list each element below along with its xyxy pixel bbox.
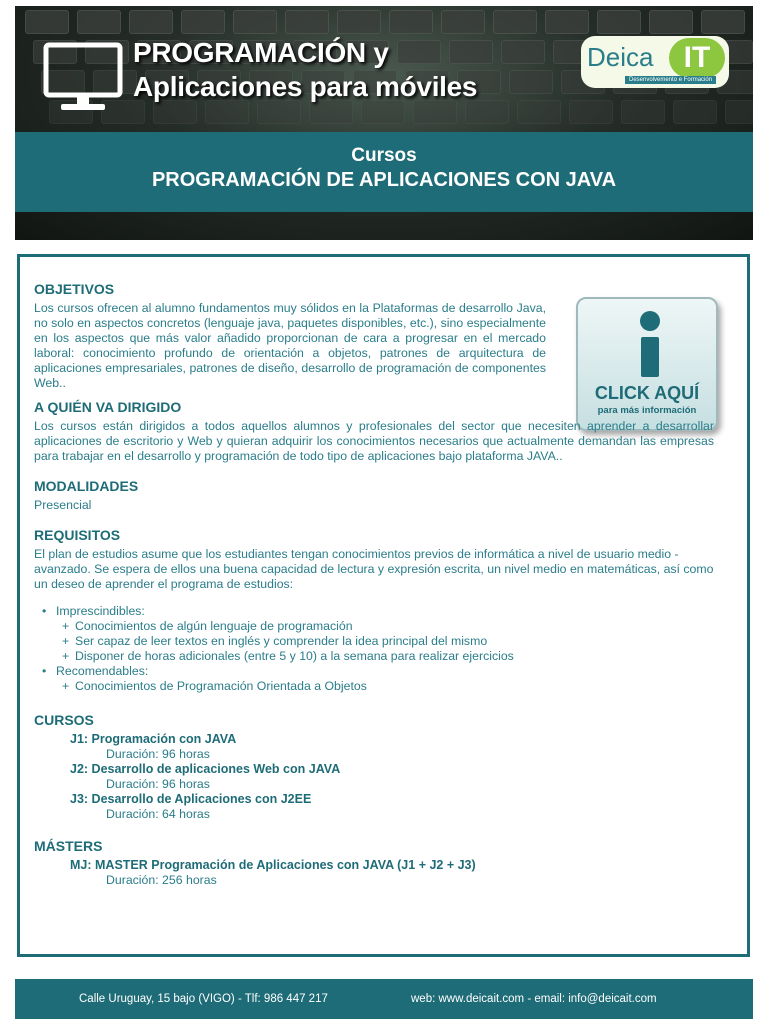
keyboard-key <box>233 10 277 34</box>
banner-title-line1: PROGRAMACIÓN y <box>133 37 389 68</box>
keyboard-key <box>569 100 613 124</box>
banner-title <box>133 36 477 104</box>
dirigido-heading: A QUIÉN VA DIRIGIDO <box>34 399 182 415</box>
modalidades-text: Presencial <box>34 498 92 512</box>
keyboard-key <box>337 10 381 34</box>
main-content-box <box>17 254 750 957</box>
list-item <box>42 604 714 664</box>
keyboard-key <box>621 100 665 124</box>
keyboard-key <box>493 10 537 34</box>
keyboard-key <box>649 10 693 34</box>
course-title-bar <box>15 132 753 212</box>
course-name: J1: Programación con JAVA <box>70 732 237 746</box>
recomendables-list <box>62 679 714 694</box>
logo-it: IT <box>669 38 725 78</box>
footer-web-email[interactable]: web: www.deicait.com - email: info@deicait.com <box>411 993 657 1005</box>
requisitos-text: El plan de estudios asume que los estudiantes tengan conocimientos previos de informática a nivel de usuario medio -avanzado. Se espera de ellos una buena capacidad de lectura y expresión escrita, un nivel medio en matemáticas, así como un deseo de aprender el programa de estudios: <box>34 547 714 591</box>
section-cursos <box>34 712 714 822</box>
keyboard-key <box>701 10 745 34</box>
logo-tagline: Desenvolvemento e Formación <box>625 76 716 84</box>
dirigido-text: Los cursos están dirigidos a todos aquellos alumnos y profesionales del sector que necesiten aprender a desarrollar aplicaciones de escritorio y Web y quieran adquirir los conocimientos necesarios que actualmente demandan las empresas para trabajar en el desarrollo y programación de todo tipo de aplicaciones bajo plataforma JAVA.. <box>34 419 714 463</box>
logo-word: Deica <box>587 42 654 72</box>
masters-list <box>70 858 714 888</box>
course-title: PROGRAMACIÓN DE APLICACIONES CON JAVA <box>151 169 617 191</box>
banner-title-line2: Aplicaciones para móviles <box>133 71 478 102</box>
deicait-logo <box>581 36 729 88</box>
keyboard-key <box>441 10 485 34</box>
section-requisitos <box>34 527 714 694</box>
keyboard-key <box>501 40 545 64</box>
imprescindibles-list <box>62 619 714 664</box>
content <box>34 281 714 896</box>
course-duration: Duración: 96 horas <box>106 777 210 791</box>
cursos-list <box>70 732 714 822</box>
list-item <box>42 664 714 694</box>
section-dirigido <box>34 399 714 464</box>
requisitos-list <box>42 604 714 694</box>
list-item: + Conocimientos de algún lenguaje de programación <box>62 619 714 634</box>
section-masters <box>34 838 714 888</box>
cursos-heading: CURSOS <box>34 712 94 728</box>
course-name: J3: Desarrollo de Aplicaciones con J2EE <box>70 792 312 806</box>
imprescindibles-label: Imprescindibles: <box>56 604 145 618</box>
keyboard-key <box>509 70 553 94</box>
section-objetivos <box>34 281 714 391</box>
requisitos-heading: REQUISITOS <box>34 527 121 543</box>
course-name: J2: Desarrollo de aplicaciones Web con JAVA <box>70 762 341 776</box>
keyboard-key <box>673 100 717 124</box>
keyboard-key <box>597 10 641 34</box>
monitor-icon <box>43 42 123 114</box>
master-duration: Duración: 256 horas <box>106 873 217 887</box>
footer-bar <box>15 979 753 1019</box>
master-name: MJ: MASTER Programación de Aplicaciones con JAVA (J1 + J2 + J3) <box>70 858 476 872</box>
course-duration: Duración: 96 horas <box>106 747 210 761</box>
recomendables-label: Recomendables: <box>56 664 149 678</box>
list-item: + Conocimientos de Programación Orientada a Objetos <box>62 679 714 694</box>
keyboard-key <box>285 10 329 34</box>
keyboard-key <box>77 10 121 34</box>
keyboard-key <box>389 10 433 34</box>
keyboard-key <box>545 10 589 34</box>
keyboard-key <box>725 100 753 124</box>
footer-address: Calle Uruguay, 15 bajo (VIGO) - Tlf: 986 447 217 <box>79 993 328 1005</box>
keyboard-key <box>181 10 225 34</box>
objetivos-text: Los cursos ofrecen al alumno fundamentos muy sólidos en la Plataformas de desarrollo Java, no solo en aspectos concretos (lenguaje java, paquetes disponibles, etc.), sino especialmente en los aspectos que más valor añadido proporcionan de cara a progresar en el mercado laboral: conocimiento profundo de orientación a objetos, patrones de arquitectura de aplicaciones empresariales, patrones de diseño, desarrollo de programación de componentes Web.. <box>34 301 546 390</box>
click-sublabel: para más información <box>597 405 697 416</box>
keyboard-key <box>517 100 561 124</box>
modalidades-heading: MODALIDADES <box>34 478 139 494</box>
section-modalidades <box>34 478 714 513</box>
click-label: CLICK AQUÍ <box>594 383 700 403</box>
course-label: Cursos <box>351 145 417 166</box>
list-item: + Ser capaz de leer textos en inglés y comprender la idea principal del mismo <box>62 634 714 649</box>
keyboard-key <box>25 10 69 34</box>
course-duration: Duración: 64 horas <box>106 807 210 821</box>
list-item: + Disponer de horas adicionales (entre 5 y 10) a la semana para realizar ejercicios <box>62 649 714 664</box>
masters-heading: MÁSTERS <box>34 838 103 854</box>
header-banner <box>15 6 753 240</box>
objetivos-heading: OBJETIVOS <box>34 281 115 297</box>
keyboard-key <box>129 10 173 34</box>
